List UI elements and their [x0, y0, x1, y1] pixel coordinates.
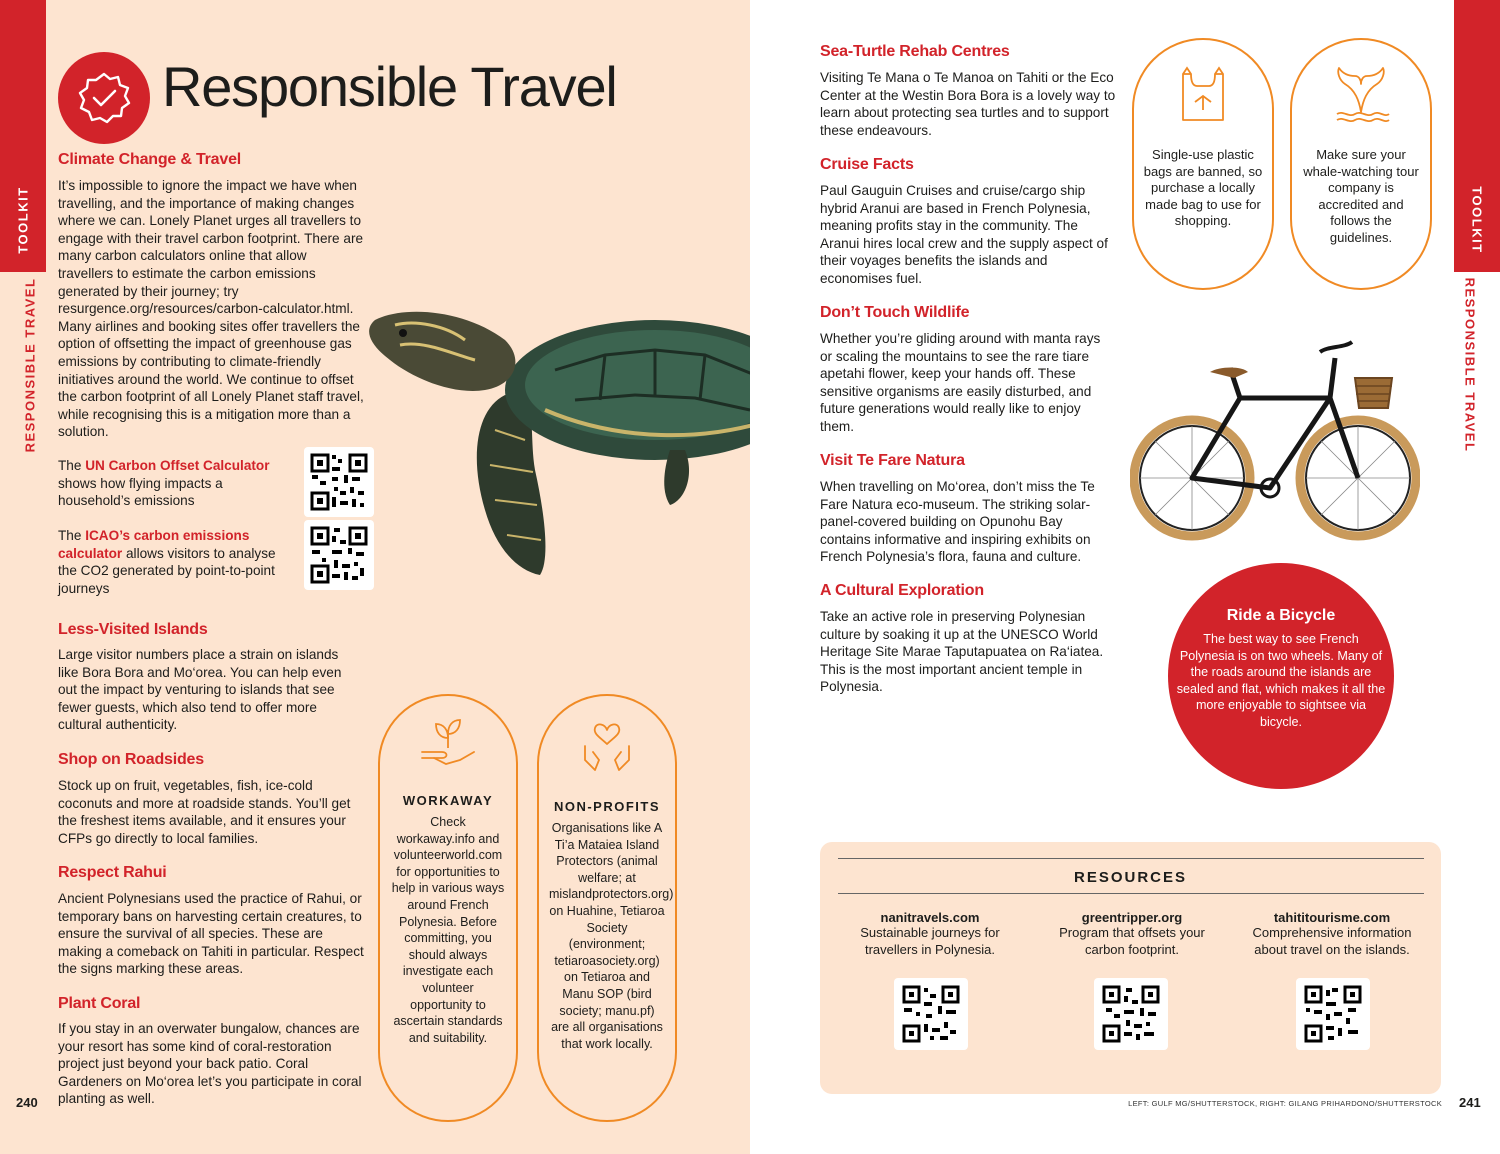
resource-desc: Sustainable journeys for travellers in Polynesia. [860, 925, 1000, 957]
resource-item [1240, 910, 1424, 958]
un-calculator-qr[interactable] [304, 447, 374, 517]
resource-desc: Comprehensive information about travel on the islands. [1252, 925, 1412, 957]
bicycle-image [1130, 338, 1420, 548]
nonprofits-pill [537, 694, 677, 1122]
nonprofits-body: Organisations like A Ti’a Mataiea Island Protectors (animal welfare; at mislandprotectors.org) on Huahine, Tetiaroa Society (environment; tetiaroasociety.org) on Tetiaroa and Manu SOP (bird society; manu.pf) are all organisations that work locally. [549, 821, 674, 1051]
hands-heart-icon [575, 716, 639, 780]
less-visited-heading: Less-Visited Islands [58, 621, 208, 638]
un-calculator-link[interactable]: UN Carbon Offset Calculator [85, 458, 270, 473]
cruise-body: Paul Gauguin Cruises and cruise/cargo ship hybrid Aranui are based in French Polynesia, meaning profits stay in the community. The Aranui hires local crew and the supply aspect of their voyages benefits the islands and economises fuel. [820, 183, 1108, 286]
workaway-title: WORKAWAY [402, 793, 494, 808]
right-tab-toolkit: TOOLKIT [1469, 186, 1485, 254]
climate-body: It’s impossible to ignore the impact we have when travelling, and the importance of making changes where we can. Lonely Planet urges all travellers to engage with their travel carbon footprint. There are many carbon calculators online that allow travellers to estimate the carbon emissions generated by their journey; try resurgence.org/resources/carbon-calculator.html. Many airlines and booking sites offer travellers the option of offsetting the impact of greenhouse gas emissions by contributing to climate-friendly initiatives around the world. We continue to offset the carbon footprint of all Lonely Planet staff travel, while recognising this is a mitigation more than a solution. [58, 178, 364, 440]
coral-body: If you stay in an overwater bungalow, chances are your resort has some kind of coral-restoration project just beyond your back patio. Coral Gardeners on Mo‘orea let’s you participate in coral planting as well. [58, 1021, 362, 1107]
left-page-number: 240 [16, 1095, 38, 1110]
cruise-heading: Cruise Facts [820, 156, 914, 173]
resource-name[interactable]: nanitravels.com [880, 910, 980, 925]
cultural-body: Take an active role in preserving Polynesian culture by soaking it up at the UNESCO World Heritage Site Marae Taputapuatea on Ra‘iatea. This is the most important ancient temple in Polynesia. [820, 609, 1104, 695]
shopping-bag-icon [1173, 62, 1233, 126]
turtle-rehab-body: Visiting Te Mana o Te Manoa on Tahiti or the Eco Center at the Westin Bora Bora is a lovely way to learn about protecting sea turtles and to support these endeavours. [820, 70, 1116, 138]
resources-title: RESOURCES [1073, 869, 1188, 886]
fare-heading: Visit Te Fare Natura [820, 452, 965, 469]
icao-calculator-text: The ICAO’s carbon emissions calculator allows visitors to analyse the CO2 generated by point-to-point journeys [58, 528, 276, 596]
resource-item [1042, 910, 1222, 958]
resource-qr[interactable] [1296, 978, 1370, 1050]
rahui-heading: Respect Rahui [58, 864, 167, 881]
bicycle-body: The best way to see French Polynesia is on two wheels. Many of the roads around the islands are sealed and flat, which makes it all the more enjoyable to sightsee via bicycle. [1176, 632, 1386, 729]
resource-name[interactable]: greentripper.org [1081, 910, 1183, 925]
whale-watching-text: Make sure your whale-watching tour company is accredited and follows the guidelines. [1303, 147, 1419, 245]
un-calculator-text: The UN Carbon Offset Calculator shows how flying impacts a household’s emissions [58, 458, 270, 509]
resource-item [840, 910, 1020, 958]
hand-plant-icon [416, 712, 480, 776]
plastic-bag-pill [1132, 38, 1274, 290]
fare-body: When travelling on Mo‘orea, don’t miss the Te Fare Natura eco-museum. The striking solar-panel-covered building on Opunohu Bay contains informative and inspiring exhibits on French Polynesia’s flora, fauna and culture. [820, 479, 1095, 565]
less-visited-body: Large visitor numbers place a strain on islands like Bora Bora and Mo‘orea. You can help even out the impact by venturing to islands that see fewer guests, which also tend to offer more cultural authenticity. [58, 647, 342, 733]
cultural-heading: A Cultural Exploration [820, 582, 984, 599]
resources-rule-top [838, 858, 1424, 859]
resource-qr[interactable] [894, 978, 968, 1050]
photo-credits: LEFT: GULF MG/SHUTTERSTOCK, RIGHT: GILANG PRIHARDONO/SHUTTERSTOCK [1128, 1099, 1442, 1108]
whale-watching-pill [1290, 38, 1432, 290]
wildlife-body: Whether you’re gliding around with manta rays or scaling the mountains to see the rare tiare apetahi flower, keep your hands off. These sensitive organisms are easily disturbed, and future generations would really like to enjoy them. [820, 331, 1101, 434]
right-page-number: 241 [1459, 1095, 1481, 1110]
checkmark-badge-icon [58, 52, 150, 144]
resource-desc: Program that offsets your carbon footprint. [1059, 925, 1205, 957]
icao-calculator-qr[interactable] [304, 520, 374, 590]
coral-heading: Plant Coral [58, 995, 141, 1012]
bicycle-heading: Ride a Bicycle [1226, 607, 1336, 624]
resource-qr[interactable] [1094, 978, 1168, 1050]
icao-calculator-link[interactable]: ICAO’s carbon emissions calculator [58, 528, 250, 561]
rahui-body: Ancient Polynesians used the practice of Rahui, or temporary bans on harvesting certain creatures, to ensure the survival of all species. These are making a comeback on Tahiti in particular. Respect the signs marking these areas. [58, 891, 364, 977]
workaway-pill [378, 694, 518, 1122]
page-title: Responsible Travel [162, 55, 617, 118]
nonprofits-title: NON-PROFITS [553, 799, 661, 814]
whale-tail-icon [1329, 60, 1393, 124]
left-tab-toolkit: TOOLKIT [15, 186, 31, 254]
right-tab-section: RESPONSIBLE TRAVEL [1462, 277, 1478, 453]
resource-name[interactable]: tahititourisme.com [1273, 910, 1391, 925]
resources-rule-bottom [838, 893, 1424, 894]
bicycle-callout [1168, 563, 1394, 789]
turtle-rehab-heading: Sea-Turtle Rehab Centres [820, 43, 1010, 60]
wildlife-heading: Don’t Touch Wildlife [820, 304, 970, 321]
plastic-bag-text: Single-use plastic bags are banned, so purchase a locally made bag to use for shopping. [1143, 147, 1263, 229]
climate-heading: Climate Change & Travel [58, 151, 242, 168]
title-badge [58, 52, 150, 144]
left-tab-section: RESPONSIBLE TRAVEL [22, 277, 38, 453]
shop-body: Stock up on fruit, vegetables, fish, ice-cold coconuts and more at roadside stands. You’ll get the freshest items available, and it ensures your CFPs go directly to local families. [58, 778, 351, 846]
workaway-body: Check workaway.info and volunteerworld.com for opportunities to help in various ways around French Polynesia. Before committing, you should always investigate each volunteer opportunity to ascertain standards and suitability. [391, 815, 505, 1045]
shop-heading: Shop on Roadsides [58, 751, 204, 768]
